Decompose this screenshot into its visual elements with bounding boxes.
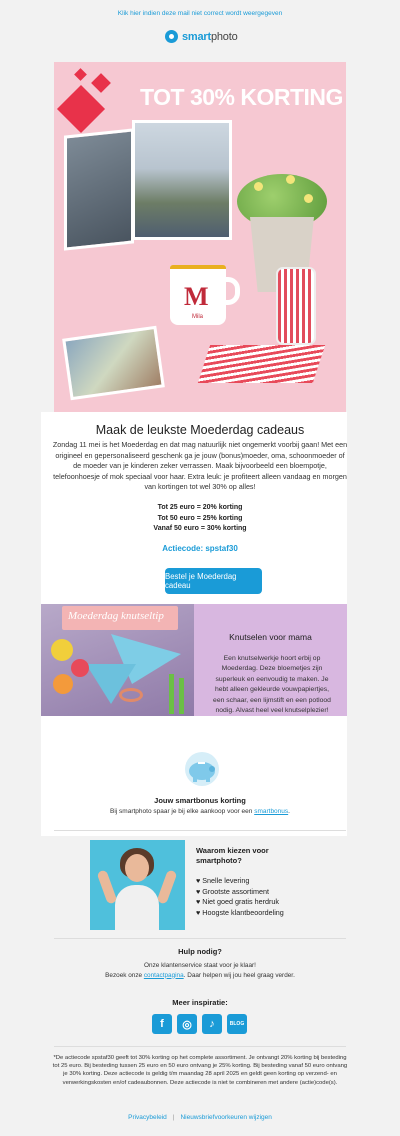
- heart-decoration: [91, 73, 111, 93]
- view-online-link[interactable]: Klik hier indien deze mail niet correct wordt weergegeven: [117, 10, 283, 17]
- heart-decoration: [74, 68, 87, 81]
- craft-body: Een knutselwerkje hoort erbij op Moederdag. Deze bloemetjes zijn superleuk en eenvoudig te maken. Je hebt alleen gekleurde vouwpapiertjes, een schaar, een lijmstift en een potlood nodig. Alvast heel veel knutselplezier!: [213, 655, 331, 715]
- logo-text-light: photo: [210, 30, 238, 43]
- logo-text-bold: smart: [182, 30, 211, 43]
- flower: [286, 175, 295, 184]
- why-title: Waarom kiezen voor smartphoto?: [196, 846, 269, 865]
- phonecase-image: [276, 267, 316, 345]
- facebook-icon[interactable]: f: [152, 1014, 172, 1034]
- paper-flower: [51, 639, 73, 661]
- smartphoto-logo[interactable]: [165, 30, 238, 43]
- tiktok-icon[interactable]: ♪: [202, 1014, 222, 1034]
- photobook-image: [64, 128, 134, 250]
- usp-item: ♥ Hoogste klantbeoordeling: [196, 908, 326, 919]
- bonus-text-end: .: [288, 808, 290, 815]
- discount-tiers: [0, 503, 400, 535]
- person-body: [115, 885, 159, 930]
- bonus-text-start: Bij smartphoto spaar je bij elke aankoop voor een: [110, 808, 255, 815]
- person-arm: [96, 869, 117, 904]
- main-title: Maak de leukste Moederdag cadeaus: [95, 423, 305, 437]
- instagram-icon[interactable]: ◎: [177, 1014, 197, 1034]
- hero-banner-image[interactable]: [54, 62, 346, 412]
- usp-item: ♥ Niet goed gratis herdruk: [196, 897, 326, 908]
- divider: [54, 1046, 346, 1047]
- craft-banner-text: Moederdag knutseltip: [68, 610, 164, 622]
- help-line: Onze klantenservice staat voor je klaar!: [144, 962, 256, 969]
- paper-leaf: [169, 674, 174, 714]
- usp-item: ♥ Grootste assortiment: [196, 887, 326, 898]
- notebook-image: [198, 345, 325, 383]
- help-line-end: . Daar helpen wij jou heel graag verder.: [183, 971, 295, 979]
- disclaimer-text: *De actiecode spstaf30 geeft tot 30% korting op het complete assortiment. Je ontvangt 20% korting bij besteding tot 25 euro. Bij besteding tussen 25 euro en 50 euro ontvang je 25% korting. Bij besteding vanaf 50 euro ontvang je 30% korting. Deze actiecode is geldig t/m maandag 28 april 2025 en geldt geen korting op verzend- en verwerkingskosten en/of cadeaubonnen. Deze actiecode is niet te combineren met andere (actie)code(s).: [52, 1055, 348, 1086]
- usp-item: ♥ Snelle levering: [196, 876, 326, 887]
- paper-leaf: [179, 678, 184, 714]
- discount-tier: Tot 50 euro = 25% korting: [157, 514, 243, 522]
- smartbonus-link[interactable]: smartbonus: [254, 808, 289, 815]
- mug-letter: M: [184, 282, 209, 311]
- help-title: Hulp nodig?: [178, 947, 222, 956]
- photo-prints-image: [62, 326, 165, 401]
- inspiration-title: Meer inspiratie:: [172, 998, 228, 1007]
- usp-list: [196, 876, 326, 918]
- bonus-text: [0, 808, 400, 815]
- flower: [254, 182, 263, 191]
- craft-title: Knutselen voor mama: [229, 632, 312, 642]
- order-mothersday-button[interactable]: Bestel je Moederdag cadeau: [165, 568, 262, 594]
- footer-links: [0, 1114, 400, 1121]
- discount-tier: Tot 25 euro = 20% korting: [157, 504, 243, 511]
- footer-separator: |: [172, 1114, 175, 1121]
- paper-flower: [71, 659, 89, 677]
- paper-flower: [53, 674, 73, 694]
- scissors-icon: [119, 688, 143, 702]
- newsletter-preferences-link[interactable]: Nieuwsbriefvoorkeuren wijzigen: [180, 1114, 272, 1121]
- divider: [54, 938, 346, 939]
- logo-icon: [165, 30, 178, 43]
- mug-name: Mila: [192, 314, 204, 320]
- bonus-title: Jouw smartbonus korting: [154, 796, 246, 805]
- mug-handle: [222, 277, 240, 305]
- blog-icon[interactable]: BLOG: [227, 1014, 247, 1034]
- hero-headline: TOT 30% KORTING: [140, 84, 343, 110]
- help-line: [0, 971, 400, 981]
- discount-tier: Vanaf 50 euro = 30% korting: [153, 525, 247, 532]
- happy-woman-image: [90, 840, 185, 930]
- person-head: [125, 854, 149, 882]
- privacy-link[interactable]: Privacybeleid: [128, 1114, 167, 1121]
- intro-text: Zondag 11 mei is het Moederdag en dat mag natuurlijk niet ongemerkt voorbij gaan! Met een origineel en gepersonaliseerd geschenk ga je jouw (bonus)moeder, oma, schoonmoeder of de moeder van je kinderen zeker verrassen. Maak bijvoorbeeld een bloempotje, telefoonhoesje of mok speciaal voor haar. Extra leuk: je profiteert alleen vandaag en morgen van kortingen tot wel 30% op alles!: [52, 440, 348, 492]
- contact-page-link[interactable]: contactpagina: [143, 971, 184, 979]
- help-line-start: Bezoek onze: [105, 971, 144, 979]
- promo-code: Actiecode: spstaf30: [162, 544, 238, 553]
- heart-decoration: [57, 85, 105, 133]
- flower: [304, 194, 313, 203]
- photobook-page: [132, 120, 232, 240]
- divider: [54, 830, 346, 831]
- social-links: [152, 1014, 247, 1034]
- person-arm: [156, 869, 177, 904]
- piggy-bank-icon: [180, 752, 224, 786]
- help-text: [0, 961, 400, 980]
